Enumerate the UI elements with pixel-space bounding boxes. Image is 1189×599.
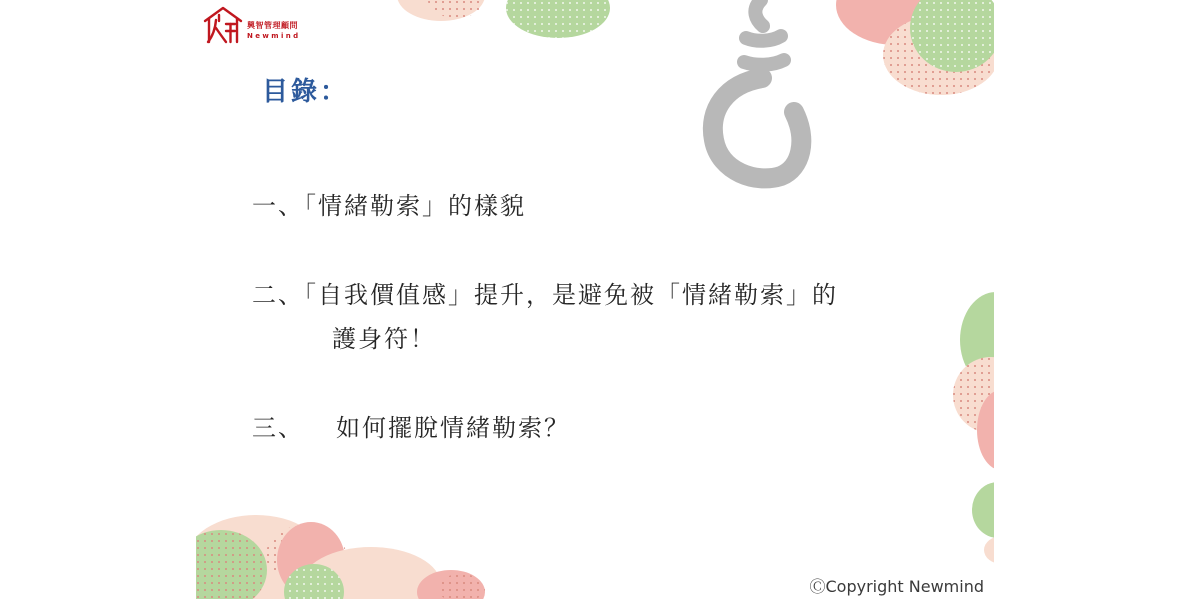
right-blob-group bbox=[953, 292, 994, 564]
toc-item-text: 「自我價值感」提升，是避免被「情緒勒索」的 bbox=[304, 281, 838, 309]
toc-item-text: 「情緒勒索」的樣貌 bbox=[304, 192, 526, 220]
toc-item-2 bbox=[252, 283, 838, 307]
toc-item-text: 如何擺脫情緒勒索？ bbox=[336, 414, 570, 442]
brand-logo bbox=[202, 5, 301, 45]
top-blob-group bbox=[397, 0, 610, 38]
logo-chinese-name: 興智管理顧問 bbox=[247, 21, 298, 30]
toc-item-2-continuation: 護身符！ bbox=[332, 325, 436, 353]
top-right-blob-group bbox=[836, 0, 994, 95]
slide bbox=[196, 0, 994, 599]
newmind-logo-icon bbox=[202, 5, 244, 45]
rope-illustration bbox=[713, 0, 801, 178]
toc-item-number: 三、 bbox=[252, 414, 304, 442]
toc-item-number: 二、 bbox=[252, 281, 304, 309]
table-of-contents-title: 目錄： bbox=[262, 77, 350, 107]
bottom-left-blob-group bbox=[196, 515, 485, 599]
copyright-notice: ⒸCopyright Newmind bbox=[809, 577, 984, 596]
toc-item-3 bbox=[252, 416, 570, 440]
logo-english-name: Newmind bbox=[247, 32, 301, 40]
toc-item-number: 一、 bbox=[252, 192, 304, 220]
toc-item-1 bbox=[252, 194, 526, 218]
